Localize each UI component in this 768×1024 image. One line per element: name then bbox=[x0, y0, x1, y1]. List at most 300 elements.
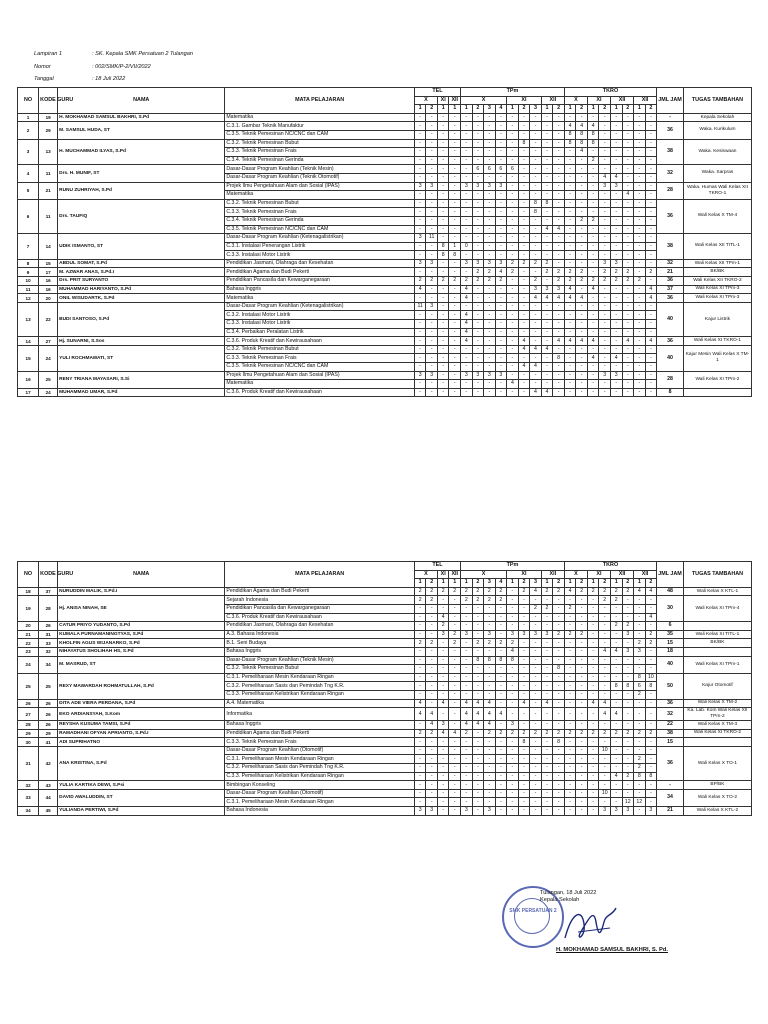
subject: C.3.3. Instalasi Motor Listrik bbox=[225, 251, 415, 260]
subject: Dasar-Dasar Program Keahlian (Ketenagalistrikan) bbox=[225, 234, 415, 243]
hours-cell: 4 bbox=[472, 721, 484, 730]
hours-cell: - bbox=[426, 165, 438, 174]
hours-cell: - bbox=[553, 371, 565, 380]
teacher-code: 24 bbox=[39, 388, 58, 397]
hours-cell: - bbox=[553, 764, 565, 773]
hours-cell: 2 bbox=[518, 729, 530, 738]
hours-cell: - bbox=[599, 139, 611, 148]
hours-cell: - bbox=[484, 199, 496, 208]
hours-cell: - bbox=[414, 122, 426, 131]
hours-cell: - bbox=[576, 755, 588, 764]
col-sub-4: 1 bbox=[461, 105, 473, 114]
teacher-no: 34 bbox=[18, 807, 39, 816]
col-tpm-xii: XII bbox=[541, 570, 564, 579]
hours-cell: - bbox=[414, 208, 426, 217]
hours-cell: - bbox=[472, 363, 484, 372]
hours-cell: - bbox=[507, 208, 519, 217]
col-tel-xii: XII bbox=[449, 96, 461, 105]
hours-cell: - bbox=[541, 148, 553, 157]
hours-cell: 8 bbox=[587, 139, 599, 148]
hours-cell: - bbox=[634, 354, 646, 363]
teacher-no: 19 bbox=[18, 596, 39, 622]
table-row bbox=[18, 630, 752, 639]
teacher-name: REYSHA KUSUMA TAMSI, S.Pd bbox=[58, 721, 225, 730]
hours-cell: - bbox=[599, 294, 611, 303]
hours-cell: - bbox=[553, 122, 565, 131]
hours-cell: - bbox=[449, 259, 461, 268]
hours-cell: - bbox=[414, 156, 426, 165]
hours-cell: - bbox=[518, 208, 530, 217]
hours-cell: 2 bbox=[622, 268, 634, 277]
teacher-code: 41 bbox=[39, 738, 58, 747]
hours-cell: - bbox=[622, 639, 634, 648]
teacher-name: H. MUCHAMMAD ILYAS, S.Pd bbox=[58, 139, 225, 165]
hours-cell: - bbox=[507, 604, 519, 613]
hours-cell: - bbox=[461, 682, 473, 691]
additional-duty bbox=[683, 738, 751, 747]
hours-cell: - bbox=[622, 130, 634, 139]
hours-cell: - bbox=[472, 216, 484, 225]
hours-cell: - bbox=[472, 148, 484, 157]
hours-cell: - bbox=[564, 182, 576, 191]
hours-cell: - bbox=[634, 285, 646, 294]
hours-cell: - bbox=[622, 165, 634, 174]
hours-cell: - bbox=[426, 673, 438, 682]
hours-cell: - bbox=[645, 699, 657, 708]
hours-cell: - bbox=[599, 682, 611, 691]
additional-duty: Kajur Mesin Wali Kelas X TM-1 bbox=[683, 345, 751, 371]
total-hours: 36 bbox=[657, 277, 684, 286]
teacher-name: DITA ADE VIERA PERDANA, S.Pd bbox=[58, 699, 225, 708]
hours-cell: 2 bbox=[449, 277, 461, 286]
col-sub-19: 1 bbox=[634, 105, 646, 114]
additional-duty: Wali Kelas XI TKRO-2 bbox=[683, 729, 751, 738]
additional-duty: Wali Kelas XI TPm-4 bbox=[683, 596, 751, 622]
hours-cell: 4 bbox=[426, 721, 438, 730]
hours-cell: - bbox=[449, 113, 461, 122]
hours-cell: - bbox=[426, 781, 438, 790]
hours-cell: - bbox=[553, 216, 565, 225]
teacher-no: 7 bbox=[18, 234, 39, 260]
hours-cell: - bbox=[461, 165, 473, 174]
hours-cell: 2 bbox=[634, 690, 646, 699]
hours-cell: 2 bbox=[484, 639, 496, 648]
hours-cell: - bbox=[634, 199, 646, 208]
hours-cell: - bbox=[587, 259, 599, 268]
hours-cell: - bbox=[634, 173, 646, 182]
hours-cell: 3 bbox=[426, 807, 438, 816]
hours-cell: - bbox=[484, 320, 496, 329]
hours-cell: - bbox=[414, 746, 426, 755]
hours-cell: - bbox=[610, 380, 622, 389]
hours-cell: - bbox=[610, 225, 622, 234]
hours-cell: - bbox=[576, 156, 588, 165]
hours-cell: 2 bbox=[437, 622, 449, 631]
hours-cell: - bbox=[622, 216, 634, 225]
hours-cell: - bbox=[634, 380, 646, 389]
hours-cell: 3 bbox=[553, 285, 565, 294]
hours-cell: - bbox=[610, 294, 622, 303]
hours-cell: - bbox=[622, 721, 634, 730]
teacher-name: CATUR PRIYO YUDANTO, S.Pd bbox=[58, 622, 225, 631]
hours-cell: 4 bbox=[518, 345, 530, 354]
hours-cell: - bbox=[426, 798, 438, 807]
hours-cell: - bbox=[426, 148, 438, 157]
hours-cell: - bbox=[437, 807, 449, 816]
hours-cell: - bbox=[518, 807, 530, 816]
col-sub-19: 1 bbox=[634, 579, 646, 588]
hours-cell: - bbox=[472, 764, 484, 773]
hours-cell: - bbox=[530, 746, 542, 755]
subject: Dasar-Dasar Program Keahlian (Otomotif) bbox=[225, 746, 415, 755]
hours-cell: 2 bbox=[484, 277, 496, 286]
hours-cell: - bbox=[599, 363, 611, 372]
hours-cell: - bbox=[564, 622, 576, 631]
hours-cell: - bbox=[553, 746, 565, 755]
hours-cell: - bbox=[576, 234, 588, 243]
hours-cell: - bbox=[518, 673, 530, 682]
col-sub-6: 3 bbox=[484, 105, 496, 114]
hours-cell: - bbox=[541, 772, 553, 781]
hours-cell: 3 bbox=[622, 630, 634, 639]
hours-cell: - bbox=[530, 225, 542, 234]
hours-cell: - bbox=[484, 354, 496, 363]
hours-cell: - bbox=[553, 148, 565, 157]
hours-cell: 2 bbox=[472, 596, 484, 605]
hours-cell: - bbox=[472, 755, 484, 764]
hours-cell: - bbox=[553, 191, 565, 200]
hours-cell: - bbox=[507, 345, 519, 354]
additional-duty: Wali Kelas XI TITL-1 bbox=[683, 630, 751, 639]
col-tpm-x: X bbox=[461, 96, 507, 105]
hours-cell: - bbox=[414, 380, 426, 389]
hours-cell: - bbox=[622, 234, 634, 243]
subject: C.3.5. Teknik Pemesinan NC/CNC dan CAM bbox=[225, 363, 415, 372]
hours-cell: 8 bbox=[484, 656, 496, 665]
col-tpm-xi: XI bbox=[507, 96, 542, 105]
hours-cell: 3 bbox=[461, 630, 473, 639]
hours-cell: - bbox=[553, 596, 565, 605]
hours-cell: - bbox=[437, 690, 449, 699]
hours-cell: - bbox=[461, 656, 473, 665]
additional-duty: Kajur Otomotif bbox=[683, 673, 751, 699]
hours-cell: 4 bbox=[437, 729, 449, 738]
hours-cell: - bbox=[530, 302, 542, 311]
subject: C.3.6. Produk Kreatif dan Kewirausahaan bbox=[225, 337, 415, 346]
hours-cell: - bbox=[541, 363, 553, 372]
hours-cell: - bbox=[495, 363, 507, 372]
hours-cell: - bbox=[414, 363, 426, 372]
hours-cell: - bbox=[645, 216, 657, 225]
hours-cell: 2 bbox=[530, 604, 542, 613]
total-hours: 15 bbox=[657, 738, 684, 747]
hours-cell: - bbox=[495, 139, 507, 148]
hours-cell: - bbox=[414, 665, 426, 674]
hours-cell: - bbox=[472, 130, 484, 139]
hours-cell: - bbox=[553, 682, 565, 691]
teacher-code: 27 bbox=[39, 337, 58, 346]
hours-cell: - bbox=[437, 656, 449, 665]
hours-cell: - bbox=[449, 388, 461, 397]
total-hours: 36 bbox=[657, 337, 684, 346]
schedule-table-1 bbox=[17, 87, 752, 397]
hours-cell: - bbox=[587, 613, 599, 622]
hours-cell: - bbox=[495, 337, 507, 346]
hours-cell: - bbox=[564, 242, 576, 251]
hours-cell: - bbox=[553, 639, 565, 648]
hours-cell: - bbox=[622, 596, 634, 605]
hours-cell: - bbox=[518, 234, 530, 243]
hours-cell: - bbox=[518, 148, 530, 157]
hours-cell: - bbox=[461, 156, 473, 165]
hours-cell: - bbox=[634, 337, 646, 346]
teacher-code: 13 bbox=[39, 139, 58, 165]
hours-cell: 2 bbox=[426, 729, 438, 738]
hours-cell: - bbox=[426, 630, 438, 639]
hours-cell: 8 bbox=[634, 772, 646, 781]
hours-cell: - bbox=[622, 690, 634, 699]
hours-cell: 4 bbox=[645, 337, 657, 346]
hours-cell: - bbox=[484, 363, 496, 372]
hours-cell: 3 bbox=[426, 182, 438, 191]
hours-cell: - bbox=[564, 699, 576, 708]
subject: A.3. Bahasa Indonesia bbox=[225, 630, 415, 639]
hours-cell: - bbox=[507, 216, 519, 225]
hours-cell: - bbox=[576, 242, 588, 251]
hours-cell: 2 bbox=[472, 277, 484, 286]
hours-cell: - bbox=[484, 173, 496, 182]
hours-cell: - bbox=[622, 113, 634, 122]
hours-cell: - bbox=[553, 807, 565, 816]
hours-cell: - bbox=[472, 647, 484, 656]
hours-cell: - bbox=[645, 259, 657, 268]
hours-cell: 2 bbox=[576, 587, 588, 596]
hours-cell: 2 bbox=[495, 587, 507, 596]
hours-cell: - bbox=[610, 388, 622, 397]
hours-cell: - bbox=[610, 721, 622, 730]
hours-cell: - bbox=[634, 113, 646, 122]
hours-cell: - bbox=[645, 354, 657, 363]
hours-cell: - bbox=[645, 380, 657, 389]
hours-cell: 2 bbox=[541, 259, 553, 268]
hours-cell: - bbox=[518, 311, 530, 320]
hours-cell: 4 bbox=[530, 345, 542, 354]
header-row-nomor: Nomor : 002/SMK/P-2/VII/2022 bbox=[34, 63, 151, 70]
hours-cell: - bbox=[518, 690, 530, 699]
hours-cell: - bbox=[576, 302, 588, 311]
hours-cell: - bbox=[449, 596, 461, 605]
hours-cell: - bbox=[426, 746, 438, 755]
hours-cell: 2 bbox=[599, 596, 611, 605]
teacher-no: 5 bbox=[18, 182, 39, 199]
hours-cell: - bbox=[518, 225, 530, 234]
hours-cell: - bbox=[472, 302, 484, 311]
hours-cell: 2 bbox=[461, 277, 473, 286]
hours-cell: - bbox=[553, 242, 565, 251]
teacher-no: 2 bbox=[18, 122, 39, 139]
hours-cell: - bbox=[541, 622, 553, 631]
col-sub-9: 2 bbox=[518, 105, 530, 114]
hours-cell: 2 bbox=[599, 277, 611, 286]
hours-cell: - bbox=[564, 746, 576, 755]
hours-cell: - bbox=[587, 682, 599, 691]
hours-cell: 4 bbox=[541, 388, 553, 397]
hours-cell: 8 bbox=[530, 199, 542, 208]
subject: C.3.1. Pemeliharaan Mesin Kendaraan Ringan bbox=[225, 798, 415, 807]
hours-cell: 2 bbox=[437, 277, 449, 286]
hours-cell: - bbox=[437, 764, 449, 773]
hours-cell: 2 bbox=[484, 268, 496, 277]
signature-name: H. MOKHAMAD SAMSUL BAKHRI, S. Pd. bbox=[556, 947, 668, 953]
total-hours: 35 bbox=[657, 630, 684, 639]
hours-cell: - bbox=[622, 156, 634, 165]
hours-cell: 8 bbox=[576, 130, 588, 139]
subject: Dasar-Dasar Program Keahlian (Teknik Otomotif) bbox=[225, 173, 415, 182]
hours-cell: - bbox=[518, 772, 530, 781]
hours-cell: - bbox=[622, 604, 634, 613]
hours-cell: - bbox=[587, 622, 599, 631]
hours-cell: 4 bbox=[518, 363, 530, 372]
hours-cell: - bbox=[495, 807, 507, 816]
teacher-name: DAVID AWALUDDIN, ST bbox=[58, 789, 225, 806]
hours-cell: - bbox=[541, 165, 553, 174]
hours-cell: - bbox=[645, 363, 657, 372]
hours-cell: - bbox=[449, 363, 461, 372]
hours-cell: - bbox=[645, 199, 657, 208]
hours-cell: - bbox=[414, 268, 426, 277]
hours-cell: - bbox=[645, 764, 657, 773]
hours-cell: - bbox=[449, 721, 461, 730]
hours-cell: - bbox=[541, 311, 553, 320]
hours-cell: - bbox=[530, 122, 542, 131]
hours-cell: - bbox=[610, 690, 622, 699]
hours-cell: 4 bbox=[610, 772, 622, 781]
hours-cell: - bbox=[599, 690, 611, 699]
hours-cell: - bbox=[507, 277, 519, 286]
teacher-name: H. MOKHAMAD SAMSUL BAKHRI, S.Pd bbox=[58, 113, 225, 122]
hours-cell: - bbox=[541, 302, 553, 311]
hours-cell: - bbox=[599, 798, 611, 807]
hours-cell: 3 bbox=[461, 371, 473, 380]
hours-cell: - bbox=[599, 380, 611, 389]
additional-duty: Wali Kelas XI TPm-3 bbox=[683, 285, 751, 294]
subject: C.3.1. Gambar Teknik Manufaktur bbox=[225, 122, 415, 131]
hours-cell: - bbox=[414, 320, 426, 329]
hours-cell: - bbox=[634, 656, 646, 665]
hours-cell: - bbox=[645, 320, 657, 329]
hours-cell: - bbox=[495, 772, 507, 781]
hours-cell: - bbox=[564, 388, 576, 397]
teacher-no: 22 bbox=[18, 639, 39, 648]
hours-cell: 8 bbox=[645, 772, 657, 781]
hours-cell: - bbox=[553, 311, 565, 320]
hours-cell: - bbox=[576, 328, 588, 337]
hours-cell: - bbox=[449, 122, 461, 131]
hours-cell: - bbox=[610, 199, 622, 208]
subject: A.4. Matematika bbox=[225, 699, 415, 708]
hours-cell: 8 bbox=[518, 738, 530, 747]
col-tkro-xii-b: XII bbox=[634, 96, 657, 105]
hours-cell: - bbox=[610, 656, 622, 665]
hours-cell: - bbox=[622, 285, 634, 294]
hours-cell: - bbox=[461, 647, 473, 656]
hours-cell: - bbox=[426, 191, 438, 200]
hours-cell: - bbox=[495, 328, 507, 337]
hours-cell: 2 bbox=[426, 587, 438, 596]
subject: Bahasa Inggris bbox=[225, 721, 415, 730]
hours-cell: - bbox=[461, 604, 473, 613]
hours-cell: - bbox=[610, 798, 622, 807]
hours-cell: - bbox=[449, 225, 461, 234]
total-hours: - bbox=[657, 781, 684, 790]
hours-cell: 2 bbox=[599, 587, 611, 596]
hours-cell: - bbox=[599, 656, 611, 665]
hours-cell: - bbox=[564, 755, 576, 764]
table-row bbox=[18, 294, 752, 303]
hours-cell: - bbox=[449, 772, 461, 781]
teacher-no: 14 bbox=[18, 337, 39, 346]
teacher-code: 25 bbox=[39, 371, 58, 388]
hours-cell: - bbox=[553, 699, 565, 708]
total-hours: 32 bbox=[657, 259, 684, 268]
hours-cell: - bbox=[553, 798, 565, 807]
hours-cell: - bbox=[437, 682, 449, 691]
hours-cell: 2 bbox=[610, 268, 622, 277]
hours-cell: - bbox=[541, 277, 553, 286]
teacher-code: 44 bbox=[39, 789, 58, 806]
hours-cell: - bbox=[530, 596, 542, 605]
additional-duty: Waka. Humas Wali Kelas XII TKRO-1 bbox=[683, 182, 751, 199]
subject: C.3.1. Pemeliharaan Mesin Kendaraan Ringan bbox=[225, 755, 415, 764]
hours-cell: - bbox=[461, 216, 473, 225]
hours-cell: - bbox=[472, 781, 484, 790]
hours-cell: - bbox=[461, 148, 473, 157]
teacher-name: M. SAMSUL HUDA, ST bbox=[58, 122, 225, 139]
hours-cell: 2 bbox=[576, 268, 588, 277]
teacher-no: 33 bbox=[18, 789, 39, 806]
hours-cell: - bbox=[530, 665, 542, 674]
hours-cell: - bbox=[634, 363, 646, 372]
hours-cell: - bbox=[599, 225, 611, 234]
hours-cell: - bbox=[576, 622, 588, 631]
hours-cell: 4 bbox=[645, 587, 657, 596]
hours-cell: - bbox=[610, 639, 622, 648]
hours-cell: - bbox=[622, 380, 634, 389]
subject: Matematika bbox=[225, 113, 415, 122]
hours-cell: - bbox=[472, 388, 484, 397]
hours-cell: 4 bbox=[645, 294, 657, 303]
hours-cell: - bbox=[541, 113, 553, 122]
hours-cell: - bbox=[587, 388, 599, 397]
hours-cell: - bbox=[472, 234, 484, 243]
total-hours: 30 bbox=[657, 596, 684, 622]
table-row bbox=[18, 122, 752, 131]
hours-cell: - bbox=[472, 798, 484, 807]
teacher-code: 17 bbox=[39, 268, 58, 277]
subject: Bimbingan Konseling bbox=[225, 781, 415, 790]
hours-cell: 4 bbox=[472, 699, 484, 708]
hours-cell: - bbox=[587, 363, 599, 372]
additional-duty: Wali Kelas X KTL-2 bbox=[683, 807, 751, 816]
hours-cell: 8 bbox=[553, 665, 565, 674]
hours-cell: - bbox=[564, 191, 576, 200]
hours-cell: - bbox=[634, 259, 646, 268]
hours-cell: - bbox=[507, 122, 519, 131]
hours-cell: - bbox=[576, 789, 588, 798]
table-row bbox=[18, 781, 752, 790]
teacher-no: 4 bbox=[18, 165, 39, 182]
hours-cell: - bbox=[518, 746, 530, 755]
